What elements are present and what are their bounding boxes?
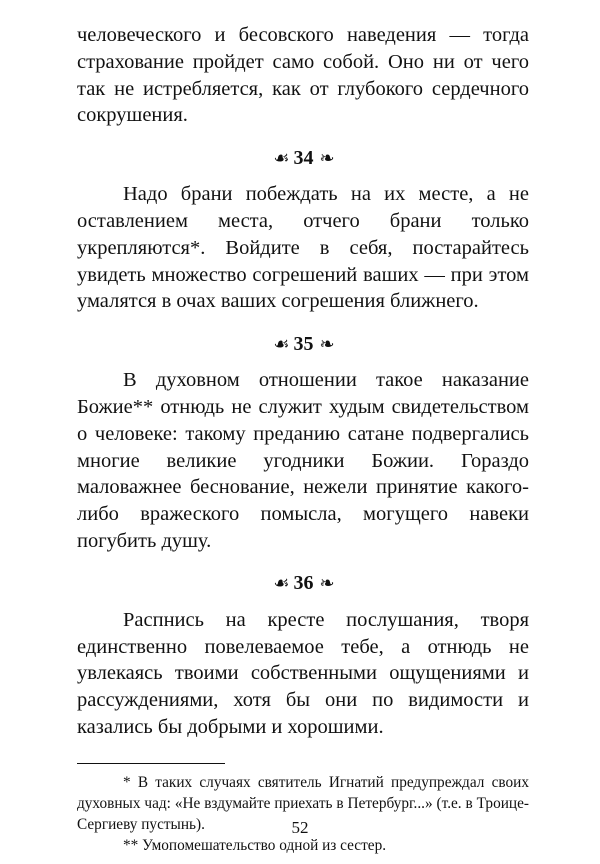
intro-paragraph: человеческого и бесовского наведения — тогда страхование пройдет само собой. Оно ни от чего так не истребляется, как от глубокого сердечного сокрушения. <box>77 24 529 127</box>
footnote-2: ** Умопомешательство одной из сестер. <box>123 836 387 854</box>
ornament-left-icon: ☙ <box>273 333 288 354</box>
section-paragraph-35: В духовном отношении такое наказание Божие** отнюдь не служит худым свидетельством о человеке: такому преданию сатане подвергались многие великие угодники Божии. Гораздо маловажнее беснование, нежели принятие какого-либо вражеского помысла, могущего навеки погубить душу. <box>77 369 529 552</box>
ornament-left-icon: ☙ <box>273 573 288 594</box>
section-number: 35 <box>293 332 314 355</box>
section-heading-35 <box>77 331 529 357</box>
section-number: 34 <box>293 146 314 169</box>
page-body <box>77 22 529 856</box>
section-heading-36 <box>77 571 529 597</box>
section-paragraph-36: Распнись на кресте послушания, творя единственно повелеваемое тебе, а отнюдь не увлекаясь твоими собственными ощущениями и рассуждениями, хотя бы они по видимости и казались бы добрыми и хорошими. <box>77 608 529 738</box>
ornament-right-icon: ❧ <box>319 573 333 594</box>
ornament-left-icon: ☙ <box>273 147 288 168</box>
ornament-right-icon: ❧ <box>319 147 333 168</box>
footnote-divider <box>77 763 225 764</box>
section-heading-34 <box>77 145 529 171</box>
ornament-right-icon: ❧ <box>319 333 333 354</box>
page-number: 52 <box>291 818 309 837</box>
section-paragraph-34: Надо брани побеждать на их месте, а не оставлением места, отчего брани только укрепляются*. Войдите в себя, постарайтесь увидеть множество согрешений ваших — при этом умалятся в очах ваших согрешения ближнего. <box>77 183 529 313</box>
footnote-1: * В таких случаях святитель Игнатий предупреждал своих духовных чад: «Не вздумайте приехать в Петербург...» (т.е. в Троице-Сергиеву пустынь). <box>77 773 529 833</box>
section-number: 36 <box>293 572 314 595</box>
